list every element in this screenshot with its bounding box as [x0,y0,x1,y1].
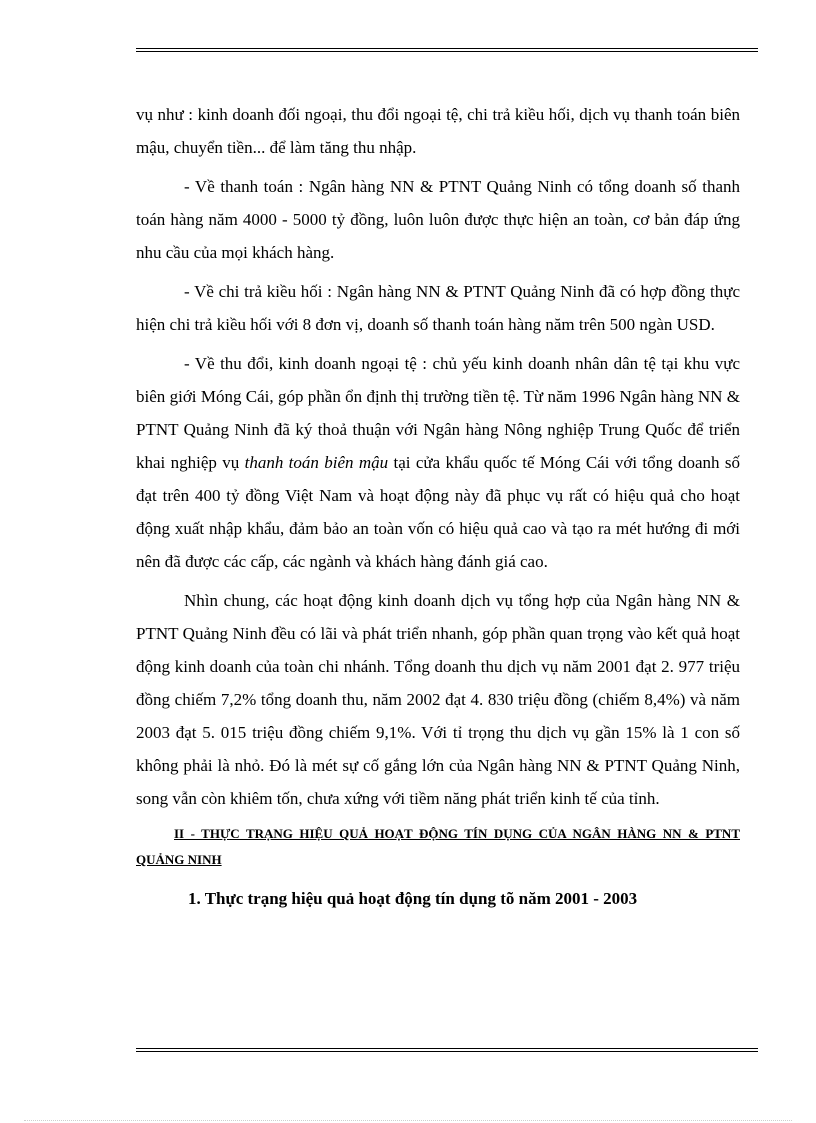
document-body [136,98,740,913]
paragraph-foreign-exchange [136,347,740,578]
italic-term: thanh toán biên mậu [244,453,389,472]
paragraph-foreign-exchange-text-end: tại cửa khẩu quốc tế Móng Cái với tổng doanh số đạt trên 400 tỷ đồng Việt Nam và hoạt động này đã phục vụ rất có hiệu quả cho hoạt động xuất nhập khẩu, đảm bảo an toàn vốn có hiệu quả cao và tạo ra mét hướng đi mới nên đã được các cấp, các ngành và khách hàng đánh giá cao. [136,453,740,571]
section-heading: II - THỰC TRẠNG HIỆU QUẢ HOẠT ĐỘNG TÍN DỤNG CỦA NGÂN HÀNG NN & PTNT QUẢNG NINH [136,826,740,867]
paragraph-services-continued: vụ như : kinh doanh đối ngoại, thu đổi ngoại tệ, chi trả kiều hối, dịch vụ thanh toán biên mậu, chuyển tiền... để làm tăng thu nhập. [136,105,740,157]
sub-heading: 1. Thực trạng hiệu quả hoạt động tín dụng tõ năm 2001 - 2003 [188,889,638,908]
paragraph-summary: Nhìn chung, các hoạt động kinh doanh dịch vụ tổng hợp của Ngân hàng NN & PTNT Quảng Ninh đều có lãi và phát triển nhanh, góp phần quan trọng vào kết quả hoạt động kinh doanh của toàn chi nhánh. Tổng doanh thu dịch vụ năm 2001 đạt 2. 977 triệu đồng chiếm 7,2% tổng doanh thu, năm 2002 đạt 4. 830 triệu đồng (chiếm 8,4%) và năm 2003 đạt 5. 015 triệu đồng chiếm 9,1%. Với tỉ trọng thu dịch vụ gần 15% là 1 con số không phải là nhỏ. Đó là mét sự cố gắng lớn của Ngân hàng NN & PTNT Quảng Ninh, song vẫn còn khiêm tốn, chưa xứng với tiềm năng phát triển kinh tế của tỉnh. [136,591,740,808]
paragraph-remittance: - Về chi trả kiều hối : Ngân hàng NN & PTNT Quảng Ninh đã có hợp đồng thực hiện chi trả kiều hối với 8 đơn vị, doanh số thanh toán hàng năm trên 500 ngàn USD. [136,282,740,334]
header-rule [136,48,758,52]
footer-rule [136,1048,758,1052]
paragraph-payment: - Về thanh toán : Ngân hàng NN & PTNT Quảng Ninh có tổng doanh số thanh toán hàng năm 4000 - 5000 tỷ đồng, luôn luôn được thực hiện an toàn, cơ bản đáp ứng nhu cầu của mọi khách hàng. [136,177,740,262]
page-edge-divider [24,1120,792,1121]
paragraph-foreign-exchange-text: - Về thu đổi, kinh doanh ngoại tệ : chủ yếu kinh doanh nhân dân tệ tại khu vực biên giới Móng Cái, góp phần ổn định thị trường tiền tệ. Từ năm 1996 Ngân hàng NN & PTNT Quảng Ninh đã ký thoả thuận với Ngân hàng Nông nghiệp Trung Quốc để triển khai nghiệp vụ [136,354,740,472]
